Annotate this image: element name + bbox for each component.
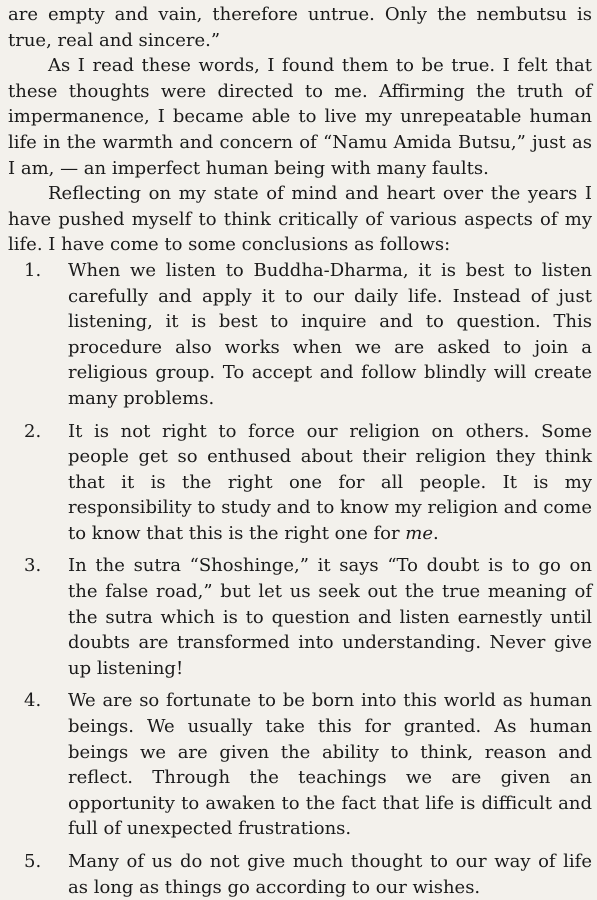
list-item-text: We are so fortunate to be born into this world as human beings. We usually take this for granted. As human beings we are given the ability to think, reason and reflect. Through the teachings we are given an opportunity to awaken to the fact that life is difficult and full of unexpected frustrations. (68, 690, 592, 840)
emphasis-me: me (405, 522, 434, 544)
list-item-number: 4. (24, 690, 42, 712)
list-item (8, 849, 592, 900)
list-item (8, 258, 592, 412)
list-item-tail: . (433, 522, 439, 544)
list-item-text: In the sutra “Shoshinge,” it says “To doubt is to go on the false road,” but let us seek out the true meaning of the sutra which is to question and listen earnestly until doubts are transformed into understanding. Never give up listening! (68, 555, 592, 679)
book-page (8, 0, 592, 898)
paragraph-reflecting: Reflecting on my state of mind and heart over the years I have pushed myself to think critically of various aspects of my life. I have come to some conclusions as follows: (8, 183, 592, 256)
list-item-text: It is not right to force our religion on others. Some people get so enthused about their religion they think that it is the right one for all people. It is my responsibility to study and to know my religion and come to know that this is the right one for (68, 420, 592, 544)
list-item (8, 688, 592, 842)
list-item-number: 3. (24, 555, 42, 577)
list-item (8, 419, 592, 547)
list-item-number: 2. (24, 420, 42, 442)
list-item-number: 1. (24, 259, 42, 281)
paragraph-impermanence: As I read these words, I found them to be true. I felt that these thoughts were directed to me. Affirming the truth of impermanence, I became able to live my unrepeatable human life in the warmth and concern of “Namu Amida Butsu,” just as I am, — an imperfect human being with many faults. (8, 55, 592, 179)
list-item (8, 553, 592, 681)
list-item-text: When we listen to Buddha-Dharma, it is best to listen carefully and apply it to our daily life. Instead of just listening, it is best to inquire and to question. This procedure also works when we are asked to join a religious group. To accept and follow blindly will create many problems. (68, 259, 592, 409)
list-item-number: 5. (24, 851, 42, 872)
paragraph-quote-end: are empty and vain, therefore untrue. Only the nembutsu is true, real and sincere.” (8, 4, 592, 51)
list-item-text: Many of us do not give much thought to our way of life as long as things go according to our wishes. (68, 851, 592, 898)
conclusions-list (8, 258, 592, 900)
